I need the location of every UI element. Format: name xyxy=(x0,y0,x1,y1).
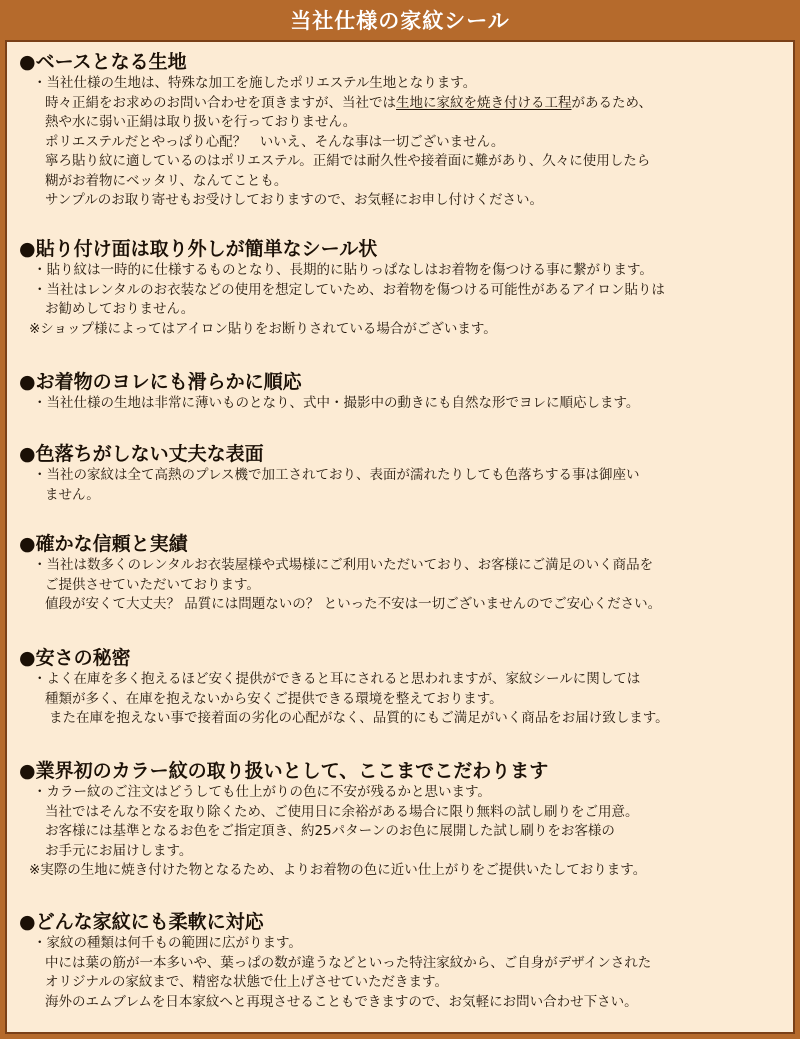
section-line: お手元にお届けします。 xyxy=(45,842,193,859)
section-title: ●確かな信頼と実績 xyxy=(19,533,188,555)
section-line: ・当社仕様の生地は、特殊な加工を施したポリエステル生地となります。 xyxy=(33,75,477,91)
section-line: 中には葉の筋が一本多いや、葉っぱの数が違うなどといった特注家紋から、ご自身がデザインされた xyxy=(45,954,652,971)
section-color-crest xyxy=(19,759,789,881)
section-line: ・貼り紋は一時的に仕様するものとなり、長期的に貼りっぱなしはお着物を傷つける事に繋がります。 xyxy=(33,262,653,278)
underlined-phrase: 生地に家紋を焼き付ける工程 xyxy=(396,94,572,111)
section-title: ●お着物のヨレにも滑らかに順応 xyxy=(19,371,302,393)
section-line: ・当社は数多くのレンタルお衣装屋様や式場様にご利用いただいており、お客様にご満足のいく商品を xyxy=(33,557,654,573)
section-title: ●ベースとなる生地 xyxy=(19,51,187,73)
section-line: ポリエステルだとやっぱり心配？ いいえ、そんな事は一切ございません。 xyxy=(45,133,505,150)
section-line: ※ショップ様によってはアイロン貼りをお断りされている場合がございます。 xyxy=(29,320,497,337)
section-line: サンプルのお取り寄せもお受けしておりますので、お気軽にお申し付けください。 xyxy=(45,192,544,208)
section-line xyxy=(19,94,789,114)
section-title: ●業界初のカラー紋の取り扱いとして、ここまでこだわります xyxy=(19,760,549,782)
section-line: ・よく在庫を多く抱えるほど安く提供ができると耳にされると思われますが、家紋シールに関しては xyxy=(33,671,641,687)
section-line: 寧ろ貼り紋に適しているのはポリエステル。正絹では耐久性や接着面に難があり、久々に使用したら xyxy=(45,153,651,169)
section-line: 値段が安くて大丈夫？ 品質には問題ないの？ といった不安は一切ございませんのでご安心ください。 xyxy=(45,596,662,612)
section-wrinkle-adapt xyxy=(19,370,789,414)
section-line: ・カラー紋のご注文はどうしても仕上がりの色に不安が残るかと思います。 xyxy=(33,784,491,800)
section-low-price xyxy=(19,646,789,729)
section-line: 種類が多く、在庫を抱えないから安くご提供できる環境を整えております。 xyxy=(45,690,503,707)
section-line: お勧めしておりません。 xyxy=(45,301,195,317)
section-trust xyxy=(19,532,789,615)
section-title: ●安さの秘密 xyxy=(19,647,131,669)
section-line: 海外のエムブレムを日本家紋へと再現させることもできますので、お気軽にお問い合わせ下さい。 xyxy=(45,993,638,1010)
section-line: ご提供させていただいております。 xyxy=(45,576,260,593)
header-bar xyxy=(0,0,800,40)
section-line: ・家紋の種類は何千もの範囲に広がります。 xyxy=(33,935,302,951)
section-line-text: があるため、 xyxy=(571,94,652,111)
section-line: また在庫を抱えない事で接着面の劣化の心配がなく、品質的にもご満足がいく商品をお届け致します。 xyxy=(49,710,669,726)
section-title: ●色落ちがしない丈夫な表面 xyxy=(19,443,264,465)
page-title: 当社仕様の家紋シール xyxy=(290,9,510,33)
section-line: ※実際の生地に焼き付けた物となるため、よりお着物の色に近い仕上がりをご提供いたしております。 xyxy=(29,862,647,878)
section-line: オリジナルの家紋まで、精密な状態で仕上げさせていただきます。 xyxy=(45,974,448,990)
section-line: 糊がお着物にベッタリ、なんてことも。 xyxy=(45,172,288,189)
section-line: ・当社はレンタルのお衣装などの使用を想定していため、お着物を傷つける可能性があるアイロン貼りは xyxy=(33,281,665,298)
section-title: ●貼り付け面は取り外しが簡単なシール状 xyxy=(19,238,378,260)
section-line: ・当社の家紋は全て高熱のプレス機で加工されており、表面が濡れたりしても色落ちする事は御座い xyxy=(33,467,640,483)
section-any-crest xyxy=(19,910,789,1012)
section-colorfast xyxy=(19,442,789,505)
section-line: 当社ではそんな不安を取り除くため、ご使用日に余裕がある場合に限り無料の試し刷りをご用意。 xyxy=(45,803,639,820)
content-panel xyxy=(5,40,795,1034)
section-line: お客様には基準となるお色をご指定頂き、約25パターンのお色に展開した試し刷りをお客様の xyxy=(45,823,615,839)
section-line: ・当社仕様の生地は非常に薄いものとなり、式中・撮影中の動きにも自然な形でヨレに順応します。 xyxy=(33,395,640,411)
section-line: ません。 xyxy=(45,486,100,503)
section-base-fabric xyxy=(19,50,789,211)
section-seal-surface xyxy=(19,237,789,339)
section-line-text: 時々正絹をお求めのお問い合わせを頂きますが、当社では xyxy=(45,94,396,111)
section-title: ●どんな家紋にも柔軟に対応 xyxy=(19,911,264,933)
section-line: 熱や水に弱い正絹は取り扱いを行っておりません。 xyxy=(45,114,357,130)
